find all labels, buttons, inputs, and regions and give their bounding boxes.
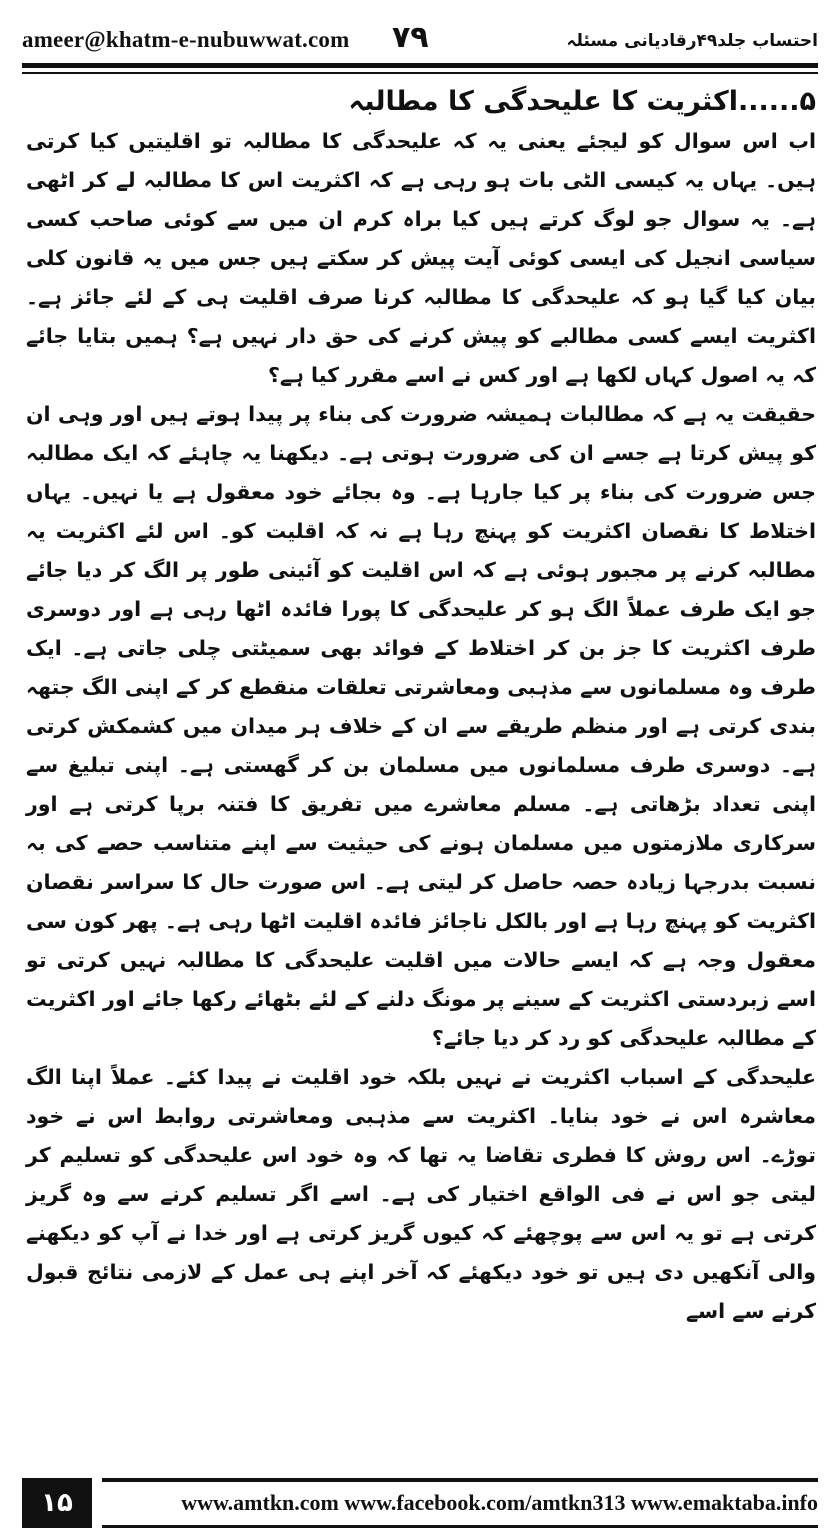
paragraph-3: علیحدگی کے اسباب اکثریت نے نہیں بلکہ خود اقلیت نے پیدا کئے۔ عملاً اپنا الگ معاشرہ اس نے خود بنایا۔ اکثریت سے مذہبی ومعاشرتی روابط اس نے خود توڑے۔ اس روش کا فطری تقاضا یہ تھا کہ وہ خود اس علیحدگی کو تسلیم کر لیتی جو اس نے فی الواقع اختیار کی ہے۔ اسے اگر تسلیم کرنے سے وہ گریز کرتی ہے تو یہ اس سے پوچھئے کہ کیوں گریز کرتی ہے اور خدا نے آپ کو دیکھنے والی آنکھیں دی ہیں تو خود دیکھئے کہ آخر اپنے ہی عمل کے لازمی نتائج قبول کرنے سے اسے (26, 1065, 816, 1323)
footer-rule-top (102, 1478, 818, 1482)
paragraph-1: اب اس سوال کو لیجئے یعنی یہ کہ علیحدگی کا مطالبہ تو اقلیتیں کیا کرتی ہیں۔ یہاں یہ کیسی الٹی بات ہو رہی ہے کہ اکثریت اس کا مطالبہ لے کر اٹھی ہے۔ یہ سوال جو لوگ کرتے ہیں کیا براہ کرم ان میں سے کوئی صاحب کسی سیاسی انجیل کی ایسی کوئی آیت پیش کر سکتے ہیں جس میں یہ قانون کلی بیان کیا گیا ہو کہ علیحدگی کا مطالبہ کرنا صرف اقلیت ہی کے لئے جائز ہے۔ اکثریت ایسے کسی مطالبے کو پیش کرنے کی حق دار نہیں ہے؟ ہمیں بتایا جائے کہ یہ اصول کہاں لکھا ہے اور کس نے اسے مقرر کیا ہے؟ (26, 129, 816, 387)
page-footer (22, 1478, 818, 1528)
section-heading: ۵......اکثریت کا علیحدگی کا مطالبہ (348, 86, 816, 117)
header-book-title: احتساب جلد۴۹رقادیانی مسئلہ (566, 30, 818, 51)
footer-rule-bottom (102, 1525, 818, 1528)
page-header (22, 18, 818, 62)
header-rule-thin (22, 72, 818, 74)
header-page-number: ۷۹ (392, 20, 429, 55)
footer-page-badge: ۱۵ (22, 1478, 92, 1528)
page-body (26, 82, 816, 1331)
header-email: ameer@khatm-e-nubuwwat.com (22, 27, 350, 52)
header-rule-thick (22, 63, 818, 68)
footer-links: www.amtkn.com www.facebook.com/amtkn313 www.emaktaba.info (181, 1490, 818, 1515)
paragraph-2: حقیقت یہ ہے کہ مطالبات ہمیشہ ضرورت کی بناء پر پیدا ہوتے ہیں اور وہی ان کو پیش کرتا ہے جسے ان کی ضرورت ہوتی ہے۔ دیکھنا یہ چاہئے کہ ایک مطالبہ جس ضرورت کی بناء پر کیا جارہا ہے۔ وہ بجائے خود معقول ہے یا نہیں۔ یہاں اختلاط کا نقصان اکثریت کو پہنچ رہا ہے نہ کہ اقلیت کو۔ اس لئے اکثریت یہ مطالبہ کرنے پر مجبور ہوئی ہے کہ اس اقلیت کو آئینی طور پر الگ کر دیا جائے جو ایک طرف عملاً الگ ہو کر علیحدگی کا پورا فائدہ اٹھا رہی ہے اور دوسری طرف اکثریت کا جز بن کر اختلاط کے فوائد بھی سمیٹتی چلی جاتی ہے۔ ایک طرف وہ مسلمانوں سے مذہبی ومعاشرتی تعلقات منقطع کر کے اپنی الگ جتھہ بندی کرتی ہے اور منظم طریقے سے ان کے خلاف ہر میدان میں کشمکش کرتی ہے۔ دوسری طرف مسلمانوں میں مسلمان بن کر گھستی ہے۔ اپنی تبلیغ سے اپنی تعداد بڑھاتی ہے۔ مسلم معاشرے میں تفریق کا فتنہ برپا کرتی ہے اور سرکاری ملازمتوں میں مسلمان ہونے کی حیثیت سے اپنے متناسب حصے کی بہ نسبت بدرجہا زیادہ حصہ حاصل کر لیتی ہے۔ اس صورت حال کا سراسر نقصان اکثریت کو پہنچ رہا ہے اور بالکل ناجائز فائدہ اقلیت اٹھا رہی ہے۔ پھر کون سی معقول وجہ ہے کہ ایسے حالات میں اقلیت علیحدگی کا مطالبہ نہیں کرتی تو اسے زبردستی اکثریت کے سینے پر مونگ دلنے کے لئے بٹھائے رکھا جائے اور اکثریت کے مطالبہ علیحدگی کو رد کر دیا جائے؟ (26, 402, 816, 1050)
